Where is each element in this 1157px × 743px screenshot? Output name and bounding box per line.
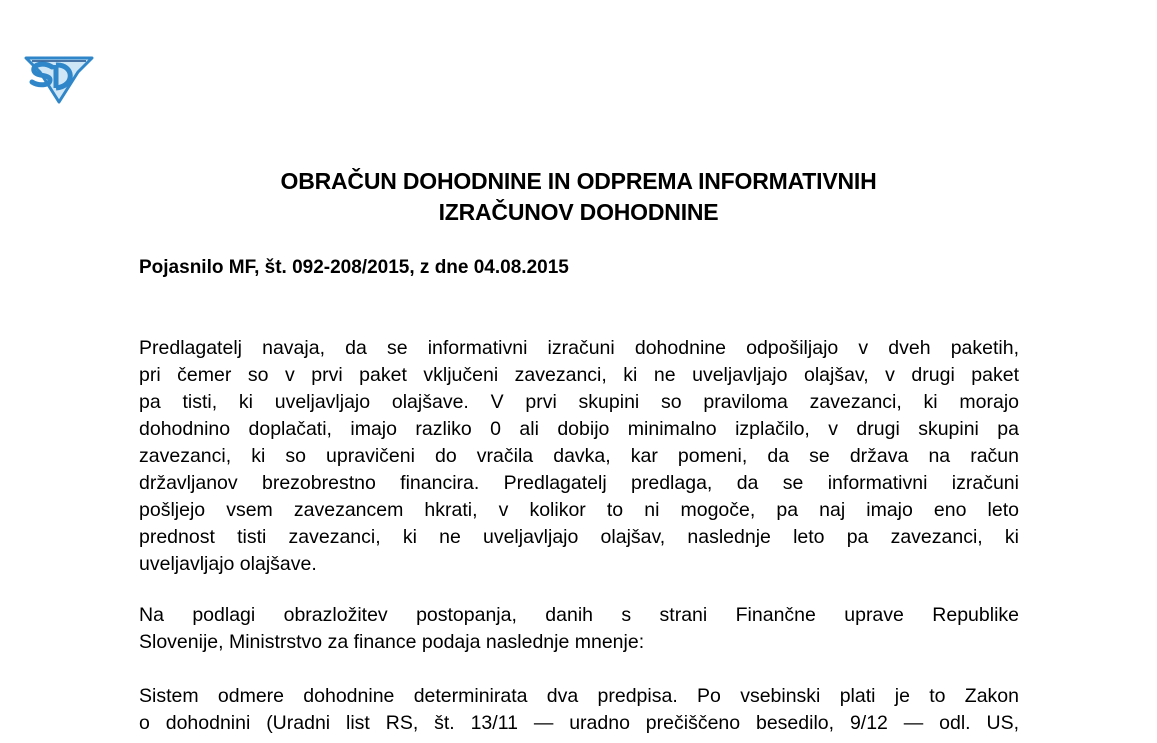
text-line: Na podlagi obrazložitev postopanja, danih s strani Finančne uprave Republike	[139, 604, 1019, 626]
text-line: uveljavljajo olajšave.	[139, 553, 317, 575]
text-line: Slovenije, Ministrstvo za finance podaja naslednje mnenje:	[139, 631, 645, 653]
text-line: Sistem odmere dohodnine determinirata dva predpisa. Po vsebinski plati je to Zakon	[139, 685, 1019, 707]
document-subtitle: Pojasnilo MF, št. 092-208/2015, z dne 04.08.2015	[139, 257, 569, 278]
document-title	[0, 166, 1157, 228]
text-line: Predlagatelj navaja, da se informativni izračuni dohodnine odpošiljajo v dveh paketih,	[139, 337, 1019, 359]
title-line: OBRAČUN DOHODNINE IN ODPREMA INFORMATIVNIH	[280, 168, 877, 194]
text-line: pri čemer so v prvi paket vključeni zavezanci, ki ne uveljavljajo olajšav, v drugi paket	[139, 364, 1019, 386]
text-line: pošljejo vsem zavezancem hkrati, v kolikor to ni mogoče, pa naj imajo eno leto	[139, 499, 1019, 521]
paragraph-3	[139, 683, 1019, 737]
title-line: IZRAČUNOV DOHODNINE	[438, 199, 719, 225]
sd-logo-icon	[22, 50, 96, 104]
paragraph-2	[139, 602, 1019, 656]
text-line: prednost tisti zavezanci, ki ne uveljavljajo olajšav, naslednje leto pa zavezanci, ki	[139, 526, 1019, 548]
text-line: dohodnino doplačati, imajo razliko 0 ali dobijo minimalno izplačilo, v drugi skupini pa	[139, 418, 1019, 440]
text-line: državljanov brezobrestno financira. Predlagatelj predlaga, da se informativni izračuni	[139, 472, 1019, 494]
text-line: pa tisti, ki uveljavljajo olajšave. V prvi skupini so praviloma zavezanci, ki morajo	[139, 391, 1019, 413]
text-line: o dohodnini (Uradni list RS, št. 13/11 — uradno prečiščeno besedilo, 9/12 — odl. US,	[139, 712, 1019, 734]
text-line: zavezanci, ki so upravičeni do vračila davka, kar pomeni, da se država na račun	[139, 445, 1019, 467]
paragraph-1	[139, 335, 1019, 578]
